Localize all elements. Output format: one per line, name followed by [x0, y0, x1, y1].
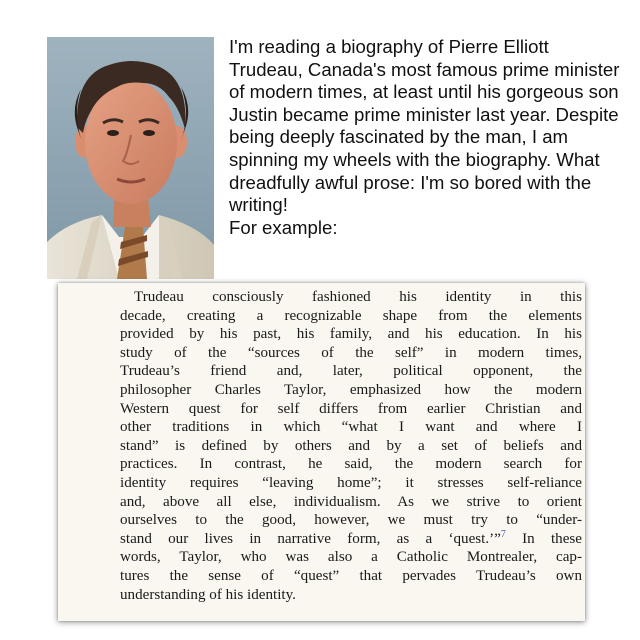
excerpt-line: stand” is defined by others and by a set of beliefs and [120, 437, 582, 454]
excerpt-line: provided by his past, his family, and his education. In his [120, 326, 582, 343]
excerpt-line: ourselves to the good, however, we must try to “under- [120, 512, 582, 529]
intro-text: I'm reading a biography of Pierre Elliott Trudeau, Canada's most famous prime minister of modern times, at least until his gorgeous son Justin became prime minister last year. Despite being deeply fascinated by the man, I am spinning my wheels with the biography. What dreadfully awful prose: I'm so bored with the writing! [229, 36, 620, 216]
excerpt-line: words, Taylor, who was also a Catholic Montrealer, cap- [120, 549, 582, 566]
excerpt-line: understanding of his identity. [120, 586, 296, 603]
footnote-marker: 7 [500, 528, 506, 540]
book-excerpt [120, 288, 582, 604]
excerpt-line: other traditions in which “what I want and where I [120, 419, 582, 436]
example-label: For example: [229, 216, 338, 238]
excerpt-line: identity requires “leaving home”; it stresses self-reliance [120, 474, 582, 491]
excerpt-line: philosopher Charles Taylor, emphasized how the modern [120, 381, 582, 398]
excerpt-line: tures the sense of “quest” that pervades Trudeau’s own [120, 567, 582, 584]
excerpt-line: study of the “sources of the self” in modern times, [120, 344, 582, 361]
excerpt-fragment: In these [505, 530, 582, 547]
portrait-photo [47, 37, 214, 279]
portrait-illustration [47, 37, 214, 279]
excerpt-fragment: stand our lives in narrative form, as a ‘quest.’” [120, 530, 501, 547]
excerpt-line: decade, creating a recognizable shape from the elements [120, 307, 582, 324]
excerpt-line: practices. In contrast, he said, the modern search for [120, 456, 582, 473]
excerpt-line: and, above all else, individualism. As we strive to orient [120, 493, 582, 510]
excerpt-line: Trudeau’s friend and, later, political opponent, the [120, 363, 582, 380]
book-excerpt-card [58, 283, 585, 621]
intro-paragraph [229, 36, 624, 239]
excerpt-line: Trudeau consciously fashioned his identity in this [134, 289, 582, 305]
excerpt-line-with-footnote [120, 530, 582, 549]
excerpt-line: Western quest for self differs from earlier Christian and [120, 400, 582, 417]
